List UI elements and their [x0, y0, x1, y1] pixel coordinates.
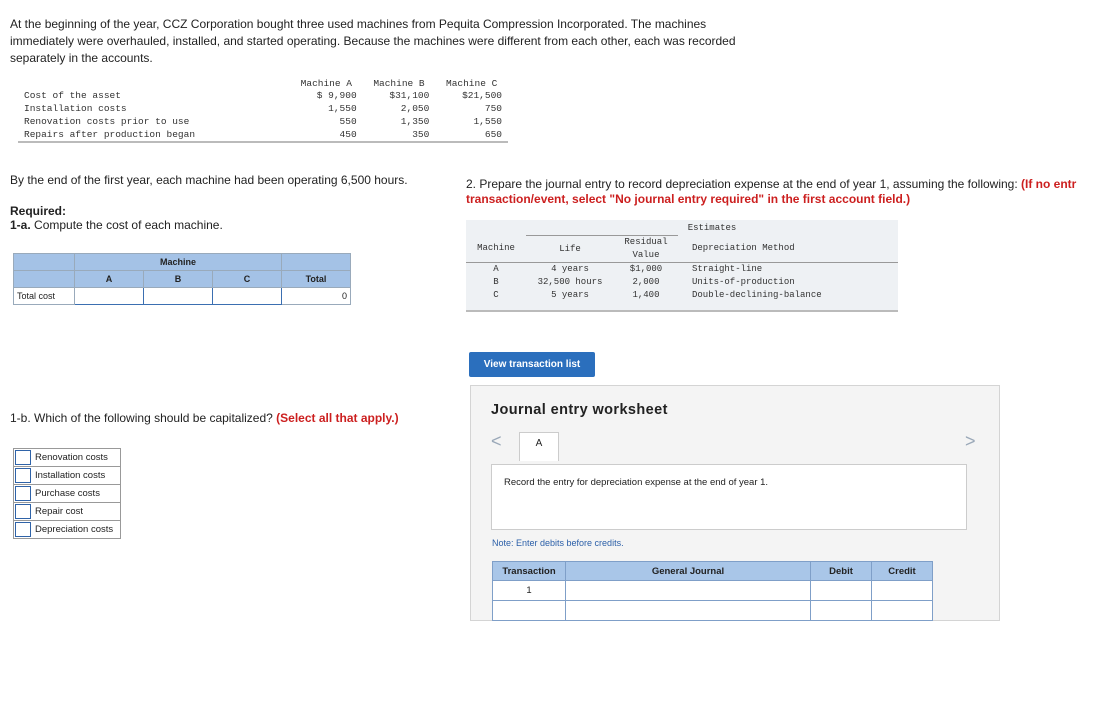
- cell-c: 1,550: [435, 115, 508, 128]
- table-row: [18, 102, 508, 115]
- cell-b: 2,050: [400, 103, 430, 114]
- cell-a: 1,550: [328, 103, 357, 114]
- view-transaction-list-button[interactable]: View transaction list: [469, 352, 595, 377]
- transaction-number: [493, 601, 566, 621]
- question-1b: 1-b. Which of the following should be capitalized? (Select all that apply.): [10, 411, 399, 425]
- col-life: Life: [526, 236, 614, 263]
- cell-c: $21,500: [435, 89, 508, 102]
- cell-a: 550: [290, 115, 363, 128]
- col-b-header: B: [144, 271, 213, 288]
- checkbox-icon[interactable]: [15, 522, 31, 537]
- cost-input-a[interactable]: [75, 288, 144, 305]
- note-text: Note: Enter debits before credits.: [492, 538, 624, 548]
- checkbox-depreciation-costs[interactable]: Depreciation costs: [13, 521, 121, 539]
- journal-entry-worksheet: [470, 385, 1000, 621]
- table-row: [18, 128, 508, 141]
- checkbox-icon[interactable]: [15, 468, 31, 483]
- col-a-header: A: [75, 271, 144, 288]
- col-machine-a: Machine A: [300, 78, 352, 89]
- row-label: Repairs after production began: [24, 129, 196, 140]
- account-select[interactable]: [566, 581, 811, 601]
- checkbox-icon[interactable]: [15, 504, 31, 519]
- worksheet-title: Journal entry worksheet: [491, 402, 668, 418]
- cell-c: 750: [484, 103, 502, 114]
- question-2: 2. Prepare the journal entry to record depreciation expense at the end of year 1, assuming the following: (If no entr transaction/event, select "No journal entry required" in the first account field.): [466, 177, 1077, 206]
- cell-b: 1,350: [363, 115, 436, 128]
- cell-a: 450: [339, 129, 357, 140]
- total-cost-label: Total cost: [14, 288, 75, 305]
- checkbox-purchase-costs[interactable]: Purchase costs: [13, 485, 121, 503]
- debit-input[interactable]: [811, 601, 872, 621]
- required-heading: Required:: [10, 204, 67, 218]
- col-machine-b: Machine B: [373, 78, 425, 89]
- checkbox-renovation-costs[interactable]: Renovation costs: [13, 448, 121, 467]
- estimates-title: Estimates: [687, 223, 737, 233]
- checkbox-installation-costs[interactable]: Installation costs: [13, 467, 121, 485]
- col-residual-value: Residual Value: [614, 236, 678, 263]
- cost-input-b[interactable]: [144, 288, 213, 305]
- table-row: C 5 years 1,400 Double-declining-balance: [493, 290, 822, 300]
- col-debit: Debit: [811, 562, 872, 581]
- col-depreciation-method: Depreciation Method: [692, 243, 795, 254]
- cell-b: $31,100: [363, 89, 436, 102]
- checkbox-icon[interactable]: [15, 486, 31, 501]
- operating-hours-text: By the end of the first year, each machine had been operating 6,500 hours.: [10, 173, 408, 187]
- table-row: [18, 89, 508, 102]
- row-label: Cost of the asset: [18, 89, 290, 102]
- table-row: [493, 601, 933, 621]
- cell-b: 350: [412, 129, 430, 140]
- estimates-table: [466, 220, 898, 312]
- col-transaction: Transaction: [493, 562, 566, 581]
- col-c-header: C: [213, 271, 282, 288]
- capitalize-checklist: [13, 448, 121, 539]
- col-general-journal: General Journal: [566, 562, 811, 581]
- credit-input[interactable]: [872, 601, 933, 621]
- row-label: Renovation costs prior to use: [18, 115, 290, 128]
- instruction-box: Record the entry for depreciation expense at the end of year 1.: [491, 464, 967, 530]
- col-machine: Machine: [477, 243, 515, 254]
- table-row: A 4 years $1,000 Straight-line: [466, 263, 898, 277]
- req-1a-text: 1-a. Compute the cost of each machine.: [10, 218, 223, 232]
- transaction-number: 1: [493, 581, 566, 601]
- machine-group-header: Machine: [75, 254, 282, 271]
- debit-input[interactable]: [811, 581, 872, 601]
- account-select[interactable]: [566, 601, 811, 621]
- table-row: [493, 581, 933, 601]
- col-machine-c: Machine C: [446, 78, 498, 89]
- intro-text: At the beginning of the year, CCZ Corporation bought three used machines from Pequita Compression Incorporated. The machines immediately were overhauled, installed, and started operating. Because the machines were different from each other, each was recorded separately in the accounts.: [10, 17, 736, 65]
- table-row: B 32,500 hours 2,000 Units-of-production: [493, 277, 795, 287]
- row-label: Installation costs: [24, 103, 127, 114]
- total-cost-value: 0: [282, 288, 351, 305]
- chevron-right-icon[interactable]: >: [965, 431, 976, 451]
- chevron-left-icon[interactable]: <: [491, 431, 502, 451]
- cost-input-c[interactable]: [213, 288, 282, 305]
- machine-cost-table: [18, 78, 508, 143]
- cell-a: $ 9,900: [290, 89, 363, 102]
- credit-input[interactable]: [872, 581, 933, 601]
- journal-table: [492, 561, 933, 621]
- tab-a[interactable]: A: [519, 432, 559, 461]
- checkbox-icon[interactable]: [15, 450, 31, 465]
- table-row: [18, 115, 508, 128]
- cost-grid: [13, 253, 351, 305]
- checkbox-repair-cost[interactable]: Repair cost: [13, 503, 121, 521]
- cell-c: 650: [484, 129, 502, 140]
- total-header: Total: [282, 271, 351, 288]
- col-credit: Credit: [872, 562, 933, 581]
